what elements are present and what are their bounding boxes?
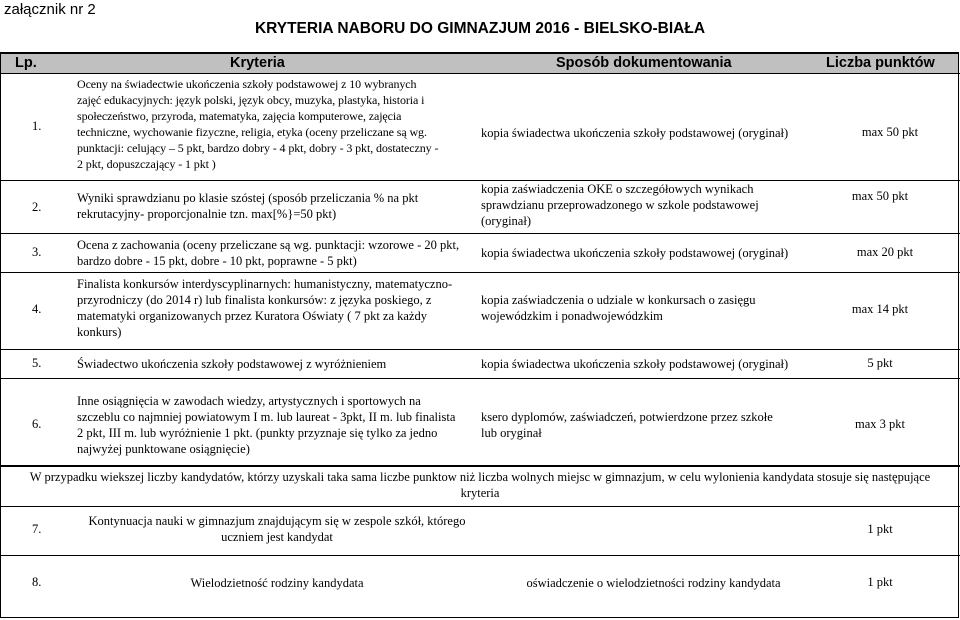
row-divider: [0, 349, 960, 350]
points-value: 5 pkt: [867, 356, 893, 370]
documentation-text: kopia świadectwa ukończenia szkoły podstawowej (oryginał): [481, 357, 789, 371]
header-lp: Lp.: [15, 55, 37, 71]
row-number: 5.: [32, 356, 42, 370]
header-points: Liczba punktów: [826, 55, 935, 71]
row-number: 2.: [32, 200, 42, 214]
documentation-text: kopia świadectwa ukończenia szkoły podstawowej (oryginał): [481, 246, 789, 260]
attachment-label: załącznik nr 2: [4, 1, 96, 18]
documentation-text: oświadczenie o wielodzietności rodziny kandydata: [526, 576, 781, 590]
documentation-text: kopia zaświadczenia OKE o szczegółowych wynikach sprawdzianu przeprowadzonego w szkole podstawowej (oryginał): [481, 182, 759, 228]
row-divider: [0, 506, 960, 507]
row-number: 1.: [32, 119, 42, 133]
document-title: KRYTERIA NABORU DO GIMNAZJUM 2016 - BIELSKO-BIAŁA: [254, 20, 706, 37]
criteria-text: Świadectwo ukończenia szkoły podstawowej z wyróżnieniem: [77, 357, 387, 371]
points-value: max 50 pkt: [851, 189, 909, 203]
documentation-text: kopia zaświadczenia o udziale w konkursach o zasięgu wojewódzkim i ponadwojewódzkim: [481, 293, 756, 323]
row-number: 3.: [32, 245, 42, 259]
row-number: 8.: [32, 575, 42, 589]
row-divider: [0, 233, 960, 234]
points-value: max 14 pkt: [851, 302, 909, 316]
points-value: max 50 pkt: [861, 125, 919, 139]
header-documentation: Sposób dokumentowania: [556, 55, 732, 71]
criteria-text: Finalista konkursów interdyscyplinarnych: humanistyczny, matematyczno- przyrodniczy (do 2014 r) lub finalista konkursów: z języka poskiego, z matematyki organizowanych przez Kuratora Oświaty ( 7 pkt za każdy konkurs): [77, 277, 453, 339]
documentation-text: kopia świadectwa ukończenia szkoły podstawowej (oryginał): [481, 126, 789, 140]
row-number: 7.: [32, 522, 42, 536]
documentation-text: ksero dyplomów, zaświadczeń, potwierdzone przez szkołe lub oryginał: [481, 410, 773, 440]
criteria-text: Kontynuacja nauki w gimnazjum znajdującym się w zespole szkół, którego uczniem jest kandydat: [88, 514, 466, 544]
criteria-text: Wyniki sprawdzianu po klasie szóstej (sposób przeliczania % na pkt rekrutacyjny- proporcjonalnie tzn. max[%}=50 pkt): [77, 191, 419, 221]
header-divider: [0, 73, 960, 74]
row-number: 4.: [32, 302, 42, 316]
points-value: 1 pkt: [867, 522, 893, 536]
row-divider: [0, 378, 960, 379]
points-value: max 3 pkt: [855, 417, 905, 431]
row-divider: [0, 555, 960, 556]
header-criteria: Kryteria: [230, 55, 285, 71]
row-divider: [0, 272, 960, 273]
row-divider: [0, 465, 960, 467]
criteria-text: Inne osiągnięcia w zawodach wiedzy, artystycznych i sportowych na szczeblu co najmniej powiatowym I m. lub laureat - 3pkt, II m. lub finalista 2 pkt, III m. lub wyróżnienie 1 pkt. (punkty przyznaje się tylko za jedno najwyżej punktowane osiągnięcie): [77, 394, 456, 456]
criteria-text: Wielodzietność rodziny kandydata: [190, 576, 364, 590]
points-value: max 20 pkt: [856, 245, 914, 259]
criteria-text: Oceny na świadectwie ukończenia szkoły podstawowej z 10 wybranych zajęć edukacyjnych: język polski, język obcy, muzyka, plastyka, historia i społeczeństwo, przyroda, matematyka, zajęcia komputerowe, zajęcia techniczne, wychowanie fizyczne, religia, etyka (oceny przeliczane są wg. punktacji: celujący – 5 pkt, bardzo dobry - 4 pkt, dobry - 3 pkt, dostateczny - 2 pkt, dopuszczający - 1 pkt ): [77, 77, 439, 171]
row-number: 6.: [32, 417, 42, 431]
criteria-text: Ocena z zachowania (oceny przeliczane są wg. punktacji: wzorowe - 20 pkt, bardzo dobre - 15 pkt, dobre - 10 pkt, poprawne - 5 pkt): [77, 238, 460, 268]
points-value: 1 pkt: [867, 575, 893, 589]
tiebreak-note: W przypadku wiekszej liczby kandydatów, którzy uzyskali taka sama liczbe punktow niż liczba wolnych miejsc w gimnazjum, w celu wylonienia kandydata stosuje się następujące kryteria: [29, 470, 931, 500]
